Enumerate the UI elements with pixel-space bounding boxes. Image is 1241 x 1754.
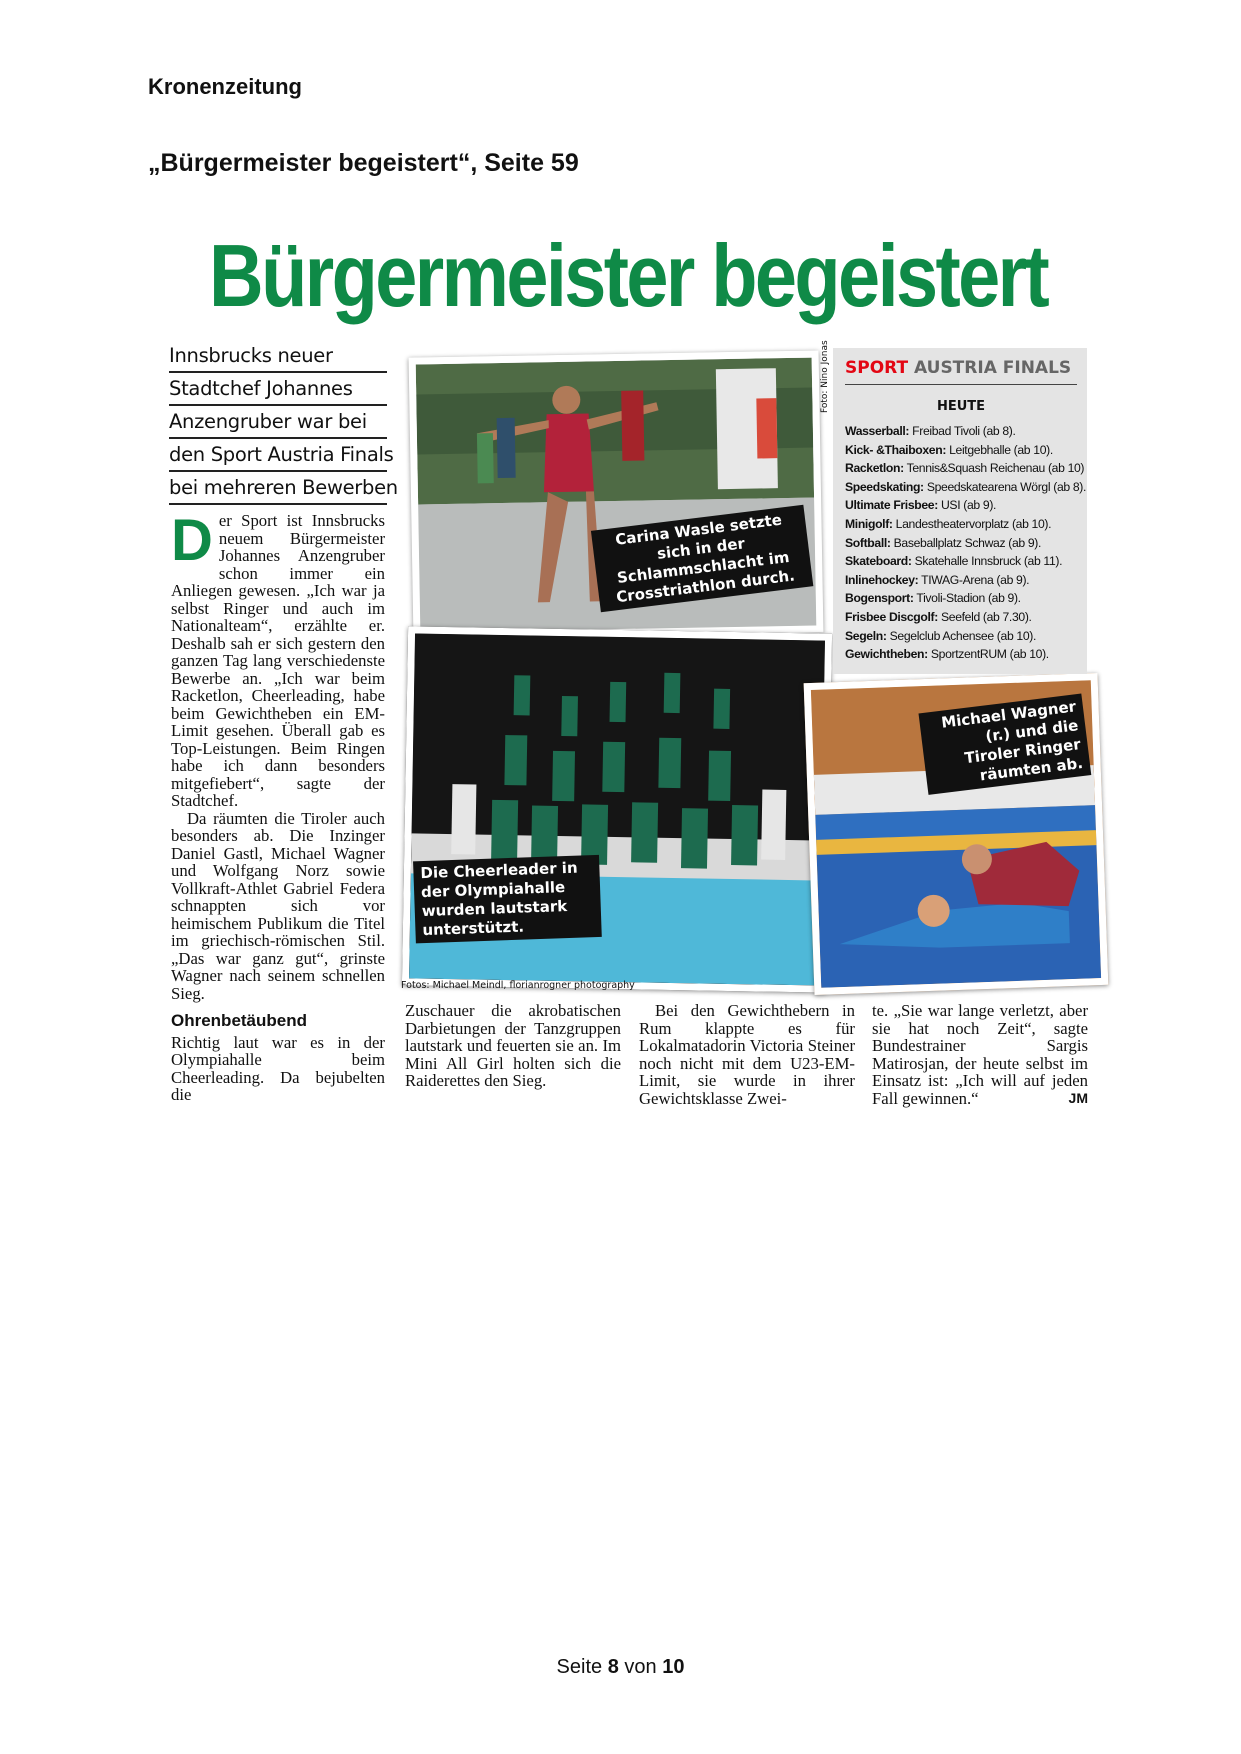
infobox-title-rest: AUSTRIA FINALS	[914, 358, 1072, 378]
event-item: Minigolf: Landestheatervorplatz (ab 10).	[845, 516, 1052, 531]
clip-title: „Bürgermeister begeistert“, Seite 59	[148, 149, 579, 177]
footer-prefix: Seite	[556, 1656, 603, 1678]
photo-credit-triathlon: Foto: Nino Jonas	[820, 340, 830, 413]
article-headline: Bürgermeister begeistert	[209, 226, 1048, 325]
event-item: Frisbee Discgolf: Seefeld (ab 7.30).	[845, 609, 1032, 624]
text-column-4	[872, 1002, 1088, 1107]
photo-caption-wrestling: Michael Wagner (r.) und die Tiroler Ringer räumten ab.	[919, 694, 1092, 795]
event-infobox	[833, 348, 1087, 674]
infobox-title	[845, 358, 1077, 385]
newspaper-article	[165, 228, 1095, 1110]
paragraph-3: Richtig laut war es in der Olympiahalle beim Cheerleading. Da bejubelten die	[171, 1032, 385, 1104]
subhead-line: Anzengruber war bei	[169, 406, 387, 439]
article-subheading: Ohrenbetäubend	[171, 1011, 308, 1030]
text-column-1	[171, 508, 385, 1104]
event-item: Wasserball: Freibad Tivoli (ab 8).	[845, 424, 1016, 438]
photo-wrestling	[804, 673, 1109, 995]
infobox-today: HEUTE	[936, 399, 986, 414]
drop-cap: D	[171, 508, 213, 573]
subhead-line: Stadtchef Johannes	[169, 373, 387, 406]
event-item: Kick- &Thaiboxen: Leitgebhalle (ab 10).	[845, 442, 1053, 457]
subhead-line: den Sport Austria Finals	[169, 439, 387, 472]
total-page-count: 10	[662, 1656, 685, 1678]
event-item: Inlinehockey: TIWAG-Arena (ab 9).	[845, 572, 1030, 587]
photo-credit-group: Fotos: Michael Meindl, florianrogner photography	[401, 980, 635, 991]
author-initials: JM	[1068, 1089, 1088, 1106]
current-page-number: 8	[607, 1656, 619, 1678]
event-item: Softball: Baseballplatz Schwaz (ab 9).	[845, 535, 1042, 550]
paragraph-col3: Bei den Gewichthebern in Rum klappte es für Lokalmatadorin Victoria Steiner noch nicht mit dem U23-EM-Limit, sie wurde in ihrer Gewichtsklasse Zwei-	[639, 1001, 855, 1108]
photo-triathlon	[409, 350, 824, 639]
paragraph-col4: te. „Sie war lange verletzt, aber sie hat noch Zeit“, sagte Bundestrainer Sargis Matirosjan, der heute selbst im Einsatz ist: „Ich will auf jeden Fall gewinnen.“ JM	[872, 1001, 1088, 1108]
text-column-2	[405, 1002, 621, 1090]
page-footer	[0, 1656, 1241, 1679]
photo-caption-triathlon: Carina Wasle setzte sich in der Schlammschlacht im Crosstriathlon durch.	[591, 505, 813, 612]
event-item: Ultimate Frisbee: USI (ab 9).	[845, 498, 997, 513]
publication-name: Kronenzeitung	[148, 74, 302, 99]
photo-caption-cheerleading: Die Cheerleader in der Olympiahalle wurden lautstark unterstützt.	[413, 855, 602, 943]
event-item: Gewichtheben: SportzentRUM (ab 10).	[845, 647, 1049, 662]
event-item: Segeln: Segelclub Achensee (ab 10).	[845, 628, 1037, 643]
event-item: Bogensport: Tivoli-Stadion (ab 9).	[845, 591, 1021, 606]
paragraph-2: Da räumten die Tiroler auch besonders ab. Die Inzinger Daniel Gastl, Michael Wagner und Wolfgang Norz sowie Vollkraft-Athlet Gabriel Federa schnappten sich vor heimischem Publikum die Titel im griechisch-römischen Stil. „Das war ganz gut“, grinste Wagner nach seinem schnellen Sieg.	[171, 808, 385, 1003]
subhead-line: Innsbrucks neuer	[169, 340, 387, 373]
event-item: Skateboard: Skatehalle Innsbruck (ab 11).	[845, 554, 1063, 569]
event-item: Racketlon: Tennis&Squash Reichenau (ab 10)	[845, 461, 1085, 476]
paragraph-1: er Sport ist Innsbrucks neuem Bürgermeister Johannes Anzengruber schon immer ein Anliegen gewesen. „Ich war ja selbst Ringer und auch im Nationalteam“, erzählte er. Deshalb sah er sich gestern den ganzen Tag lang verschiedenste Bewerbe an. „Ich war beim Racketlon, Cheerleading, habe beim Gewichtheben ein EM-Limit gesehen. Überall gab es Top-Leistungen. Beim Ringen habe ich dann besonders mitgefiebert“, sagte der Stadtchef.	[171, 511, 385, 810]
footer-middle: von	[624, 1656, 657, 1678]
subhead-line: bei mehreren Bewerben	[169, 472, 387, 505]
event-item: Speedskating: Speedskatearena Wörgl (ab 8).	[845, 479, 1087, 494]
photo-cheerleading	[402, 626, 832, 992]
infobox-title-sport: SPORT	[845, 358, 909, 378]
paragraph-col2: Zuschauer die akrobatischen Darbietungen der Tanzgruppen lautstark und feuerten sie an. Im Mini All Girl holten sich die Raiderettes den Sieg.	[405, 1001, 621, 1090]
text-column-3	[639, 1002, 855, 1107]
article-subhead	[169, 340, 398, 505]
